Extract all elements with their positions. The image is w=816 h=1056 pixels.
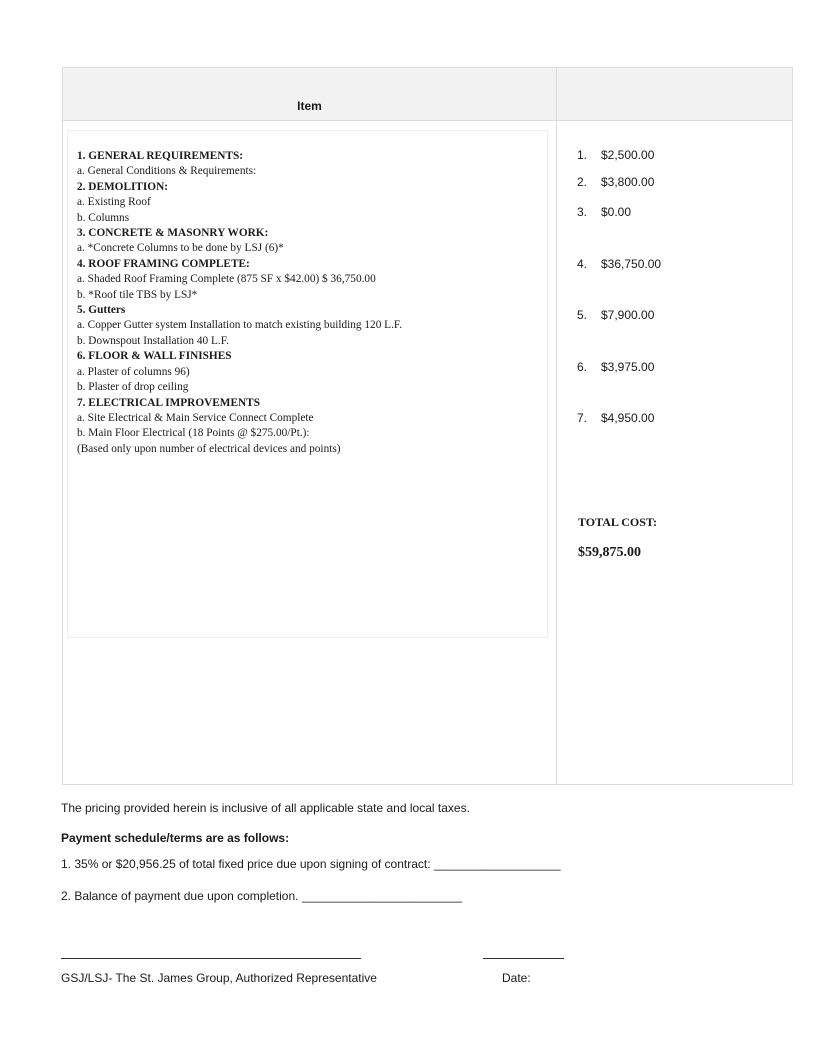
- scope-line-item: a. Copper Gutter system Installation to match existing building 120 L.F.: [77, 319, 403, 332]
- representative-label: GSJ/LSJ- The St. James Group, Authorized Representative: [61, 971, 377, 985]
- price-amount: $3,975.00: [601, 360, 655, 374]
- payment-term-1: 1. 35% or $20,956.25 of total fixed price due upon signing of contract: ___________________: [61, 857, 561, 871]
- scope-line-item: a. *Concrete Columns to be done by LSJ (6)*: [77, 242, 284, 255]
- scope-line-item: a. Shaded Roof Framing Complete (875 SF x $42.00) $ 36,750.00: [77, 273, 376, 286]
- scope-section-heading: 7. ELECTRICAL IMPROVEMENTS: [77, 396, 260, 409]
- scope-line-item: (Based only upon number of electrical devices and points): [77, 442, 341, 455]
- scope-section-heading: 1. GENERAL REQUIREMENTS:: [77, 150, 244, 162]
- price-row: [577, 175, 654, 189]
- price-row: [577, 148, 654, 162]
- price-number: 4.: [577, 257, 588, 271]
- price-row: [577, 411, 654, 425]
- price-number: 3.: [577, 205, 588, 219]
- scope-line-item: b. Plaster of drop ceiling: [77, 381, 189, 394]
- price-number: 5.: [577, 308, 588, 322]
- scope-line-item: b. *Roof tile TBS by LSJ*: [77, 288, 198, 301]
- price-number: 6.: [577, 360, 588, 374]
- price-amount: $36,750.00: [601, 257, 662, 271]
- scope-line-item: a. Site Electrical & Main Service Connect Complete: [77, 411, 314, 424]
- price-amount: $4,950.00: [601, 411, 655, 425]
- price-row: [577, 205, 631, 219]
- date-line: [483, 958, 564, 959]
- scope-section-heading: 2. DEMOLITION:: [77, 180, 169, 193]
- signature-line: [61, 958, 361, 959]
- scope-section-heading: 4. ROOF FRAMING COMPLETE:: [77, 257, 250, 270]
- scope-line-item: b. Columns: [77, 211, 130, 224]
- scope-section-heading: 6. FLOOR & WALL FINISHES: [77, 350, 232, 363]
- total-cost-value: $59,875.00: [578, 545, 641, 560]
- table-header-row: [63, 68, 792, 121]
- tax-note: The pricing provided herein is inclusive of all applicable state and local taxes.: [61, 801, 470, 815]
- payment-schedule-heading: Payment schedule/terms are as follows:: [61, 831, 290, 845]
- item-column-header: Item: [297, 99, 322, 113]
- column-divider: [556, 67, 557, 785]
- price-row: [577, 360, 654, 374]
- scope-line-item: a. Plaster of columns 96): [77, 365, 190, 378]
- scope-section-heading: 3. CONCRETE & MASONRY WORK:: [77, 227, 269, 240]
- date-label: Date:: [502, 971, 531, 985]
- payment-term-2: 2. Balance of payment due upon completion. ________________________: [61, 889, 462, 903]
- total-cost-label: TOTAL COST:: [578, 515, 658, 529]
- scope-line-item: b. Downspout Installation 40 L.F.: [77, 334, 229, 347]
- price-amount: $3,800.00: [601, 175, 655, 189]
- price-number: 7.: [577, 411, 588, 425]
- price-number: 1.: [577, 148, 588, 162]
- scope-list: [77, 149, 545, 457]
- scope-line-item: a. Existing Roof: [77, 196, 151, 209]
- price-amount: $2,500.00: [601, 148, 655, 162]
- price-number: 2.: [577, 175, 588, 189]
- scope-line-item: a. General Conditions & Requirements:: [77, 165, 257, 178]
- price-amount: $7,900.00: [601, 308, 655, 322]
- price-row: [577, 308, 654, 322]
- price-amount: $0.00: [601, 205, 632, 219]
- scope-line-item: b. Main Floor Electrical (18 Points @ $275.00/Pt.):: [77, 427, 310, 440]
- scope-section-heading: 5. Gutters: [77, 304, 126, 317]
- price-row: [577, 257, 661, 271]
